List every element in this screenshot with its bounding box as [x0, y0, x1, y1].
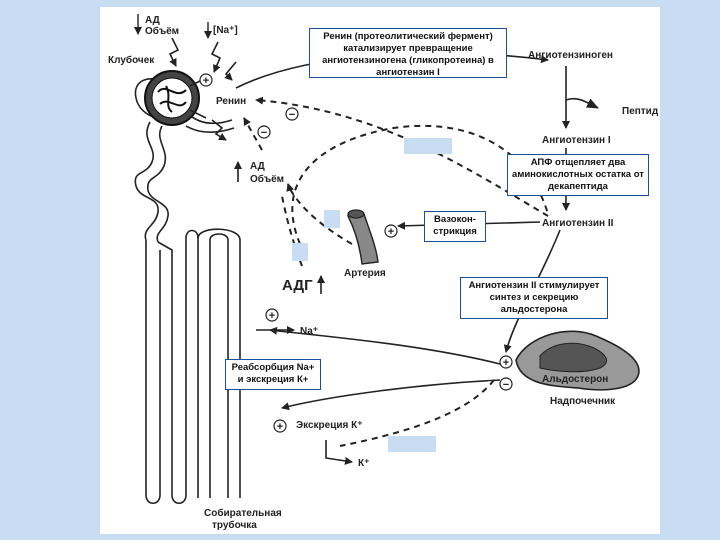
- svg-text:+: +: [502, 357, 510, 369]
- label-angiotensin-2: Ангиотензин II: [542, 218, 614, 229]
- vasoconstriction-box: Вазокон- стрикция: [424, 211, 486, 242]
- blank-patch-1: [404, 138, 452, 154]
- blank-patch-4: [388, 436, 436, 452]
- label-adh: АДГ: [282, 277, 313, 294]
- blank-patch-3: [292, 243, 308, 261]
- sign-plus-artery: [385, 225, 397, 238]
- renin-description-box: Ренин (протеолитический фермент) катализирует превращение ангиотензиногена (гликопротеина) в ангиотензин I: [309, 28, 507, 78]
- label-adrenal: Надпочечник: [550, 396, 616, 407]
- label-na-plus: Na⁺: [300, 326, 319, 337]
- label-angiotensin-1: Ангиотензин I: [542, 135, 611, 146]
- sign-plus-na: [266, 309, 278, 322]
- dashed-arrows: [244, 100, 548, 446]
- label-aldosterone: Альдостерон: [542, 374, 609, 385]
- blank-patch-2: [324, 210, 340, 228]
- sign-minus-renin-2: [258, 126, 270, 139]
- label-k-plus: К⁺: [358, 458, 370, 469]
- label-glomerulus: Клубочек: [108, 55, 155, 66]
- label-ad-mid: АД: [250, 161, 265, 172]
- svg-text:+: +: [276, 421, 284, 433]
- label-k-excretion: Экскреция К⁺: [296, 420, 363, 431]
- svg-text:−: −: [288, 109, 296, 121]
- label-na-top: [Na⁺]: [213, 25, 238, 36]
- label-collecting-duct-1: Собирательная: [204, 508, 282, 519]
- sign-plus-adrenal: [500, 356, 512, 369]
- sign-minus-renin-1: [286, 108, 298, 121]
- sign-minus-adrenal: [500, 378, 512, 391]
- glomerulus-icon: [145, 71, 206, 125]
- svg-text:+: +: [268, 310, 276, 322]
- label-collecting-duct-2: трубочка: [212, 520, 257, 531]
- svg-text:+: +: [202, 75, 210, 87]
- aldosterone-synthesis-box: Ангиотензин II стимулирует синтез и секрецию альдостерона: [460, 277, 608, 319]
- artery-icon: [348, 210, 378, 264]
- label-volume-top: Объём: [145, 26, 180, 37]
- label-renin: Ренин: [216, 96, 247, 107]
- sign-plus-k: [274, 420, 286, 433]
- label-artery: Артерия: [344, 268, 386, 279]
- svg-text:+: +: [387, 226, 395, 238]
- ace-description-box: АПФ отщепляет два аминокислотных остатка от декапептида: [507, 154, 649, 196]
- label-peptide: Пептид: [622, 106, 659, 117]
- label-volume-mid: Объём: [250, 174, 285, 185]
- nephron-tubule: [135, 78, 240, 503]
- label-ad-top: АД: [145, 15, 160, 26]
- svg-text:−: −: [502, 379, 510, 391]
- svg-text:−: −: [260, 127, 268, 139]
- label-angiotensinogen: Ангиотензиноген: [528, 50, 613, 61]
- sign-plus-glomerulus: [200, 74, 212, 87]
- reabsorption-box: Реабсорбция Na+ и экскреция К+: [225, 359, 321, 390]
